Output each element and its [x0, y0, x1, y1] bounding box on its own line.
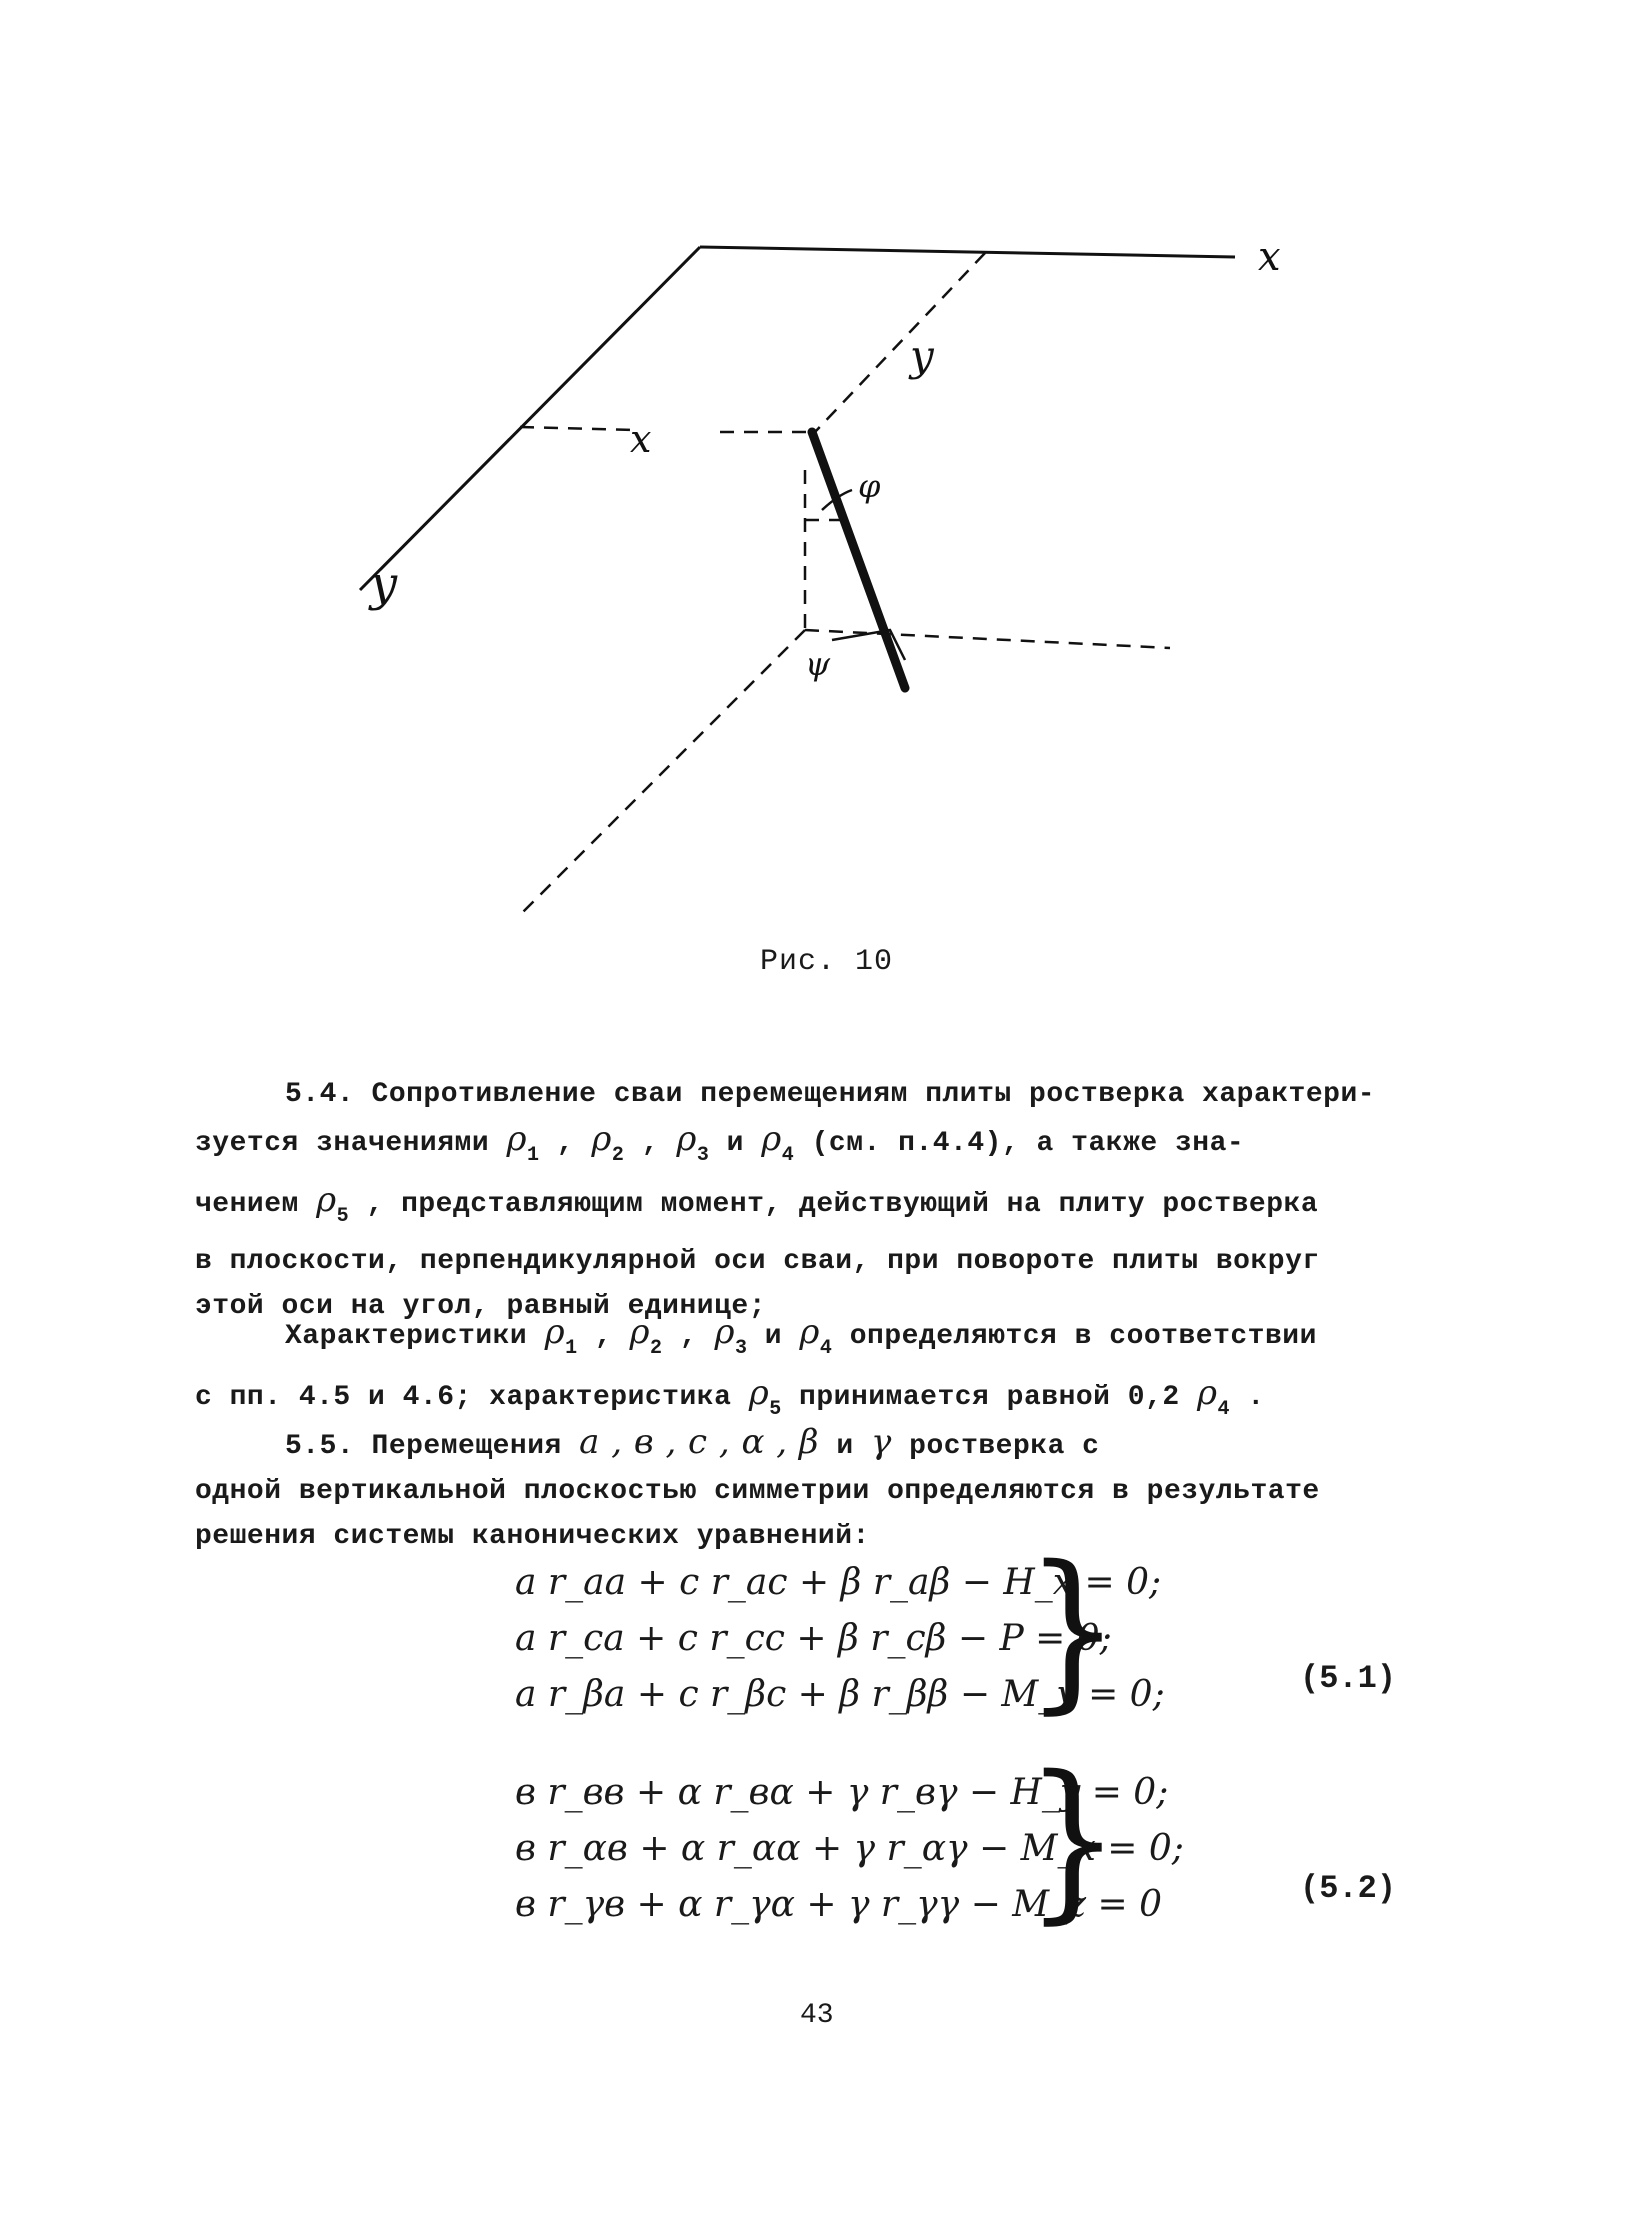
figure-caption: Рис. 10: [760, 945, 894, 979]
equation: a r_aa + c r_ac + β r_aβ − H_x = 0;: [515, 1562, 1162, 1603]
section-5-5: [195, 1420, 1415, 1559]
brace-5-2: }: [1025, 1739, 1121, 1941]
equation: в r_αв + α r_αα + γ r_αγ − M_x = 0;: [515, 1828, 1184, 1869]
section-5-4: [195, 1072, 1415, 1329]
pile-rotation-diagram: [0, 0, 1628, 1000]
label-x-top: x: [1258, 234, 1281, 280]
equation-number-5-2: (5.2): [1300, 1870, 1397, 1907]
equation-number-5-1: (5.1): [1300, 1660, 1397, 1697]
label-psi: ψ: [805, 645, 831, 683]
label-y-left: y: [370, 556, 398, 612]
label-x-mid: x: [630, 417, 652, 461]
text-line: 5.5. Перемещения a , в , c , α , β и γ ростверка с: [285, 1422, 1100, 1462]
text-line: в плоскости, перпендикулярной оси сваи, при повороте плиты вокруг: [195, 1246, 1320, 1277]
dashed-construction-lines: [520, 253, 1170, 915]
plate-edge-top: [700, 247, 1235, 257]
text-line: чением $\rho_5$ , представляющим момент, действующий на плиту ростверка: [195, 1180, 1319, 1228]
text-line: зуется значениями $\rho_1$ , $\rho_2$ , $\rho_3$ и $\rho_4$ (см. п.4.4), а также зна-: [195, 1119, 1245, 1167]
label-phi: φ: [858, 467, 881, 505]
text-line: 5.4. Сопротивление сваи перемещениям плиты ростверка характери-: [285, 1079, 1376, 1110]
text-line: этой оси на угол, равный единице;: [195, 1291, 766, 1322]
equation: a r_ca + c r_cc + β r_cβ − P = 0;: [515, 1618, 1112, 1659]
text-line: решения системы канонических уравнений:: [195, 1521, 870, 1552]
text-line: с пп. 4.5 и 4.6; характеристика $\rho_5$ принимается равной 0,2 $\rho_4$ .: [195, 1373, 1265, 1421]
brace-5-1: }: [1025, 1529, 1121, 1731]
characteristics-paragraph: [195, 1310, 1415, 1432]
text-line: Характеристики $\rho_1$ , $\rho_2$ , $\rho_3$ и $\rho_4$ определяются в соответствии: [285, 1312, 1317, 1360]
equation: a r_βa + c r_βc + β r_ββ − M_y = 0;: [515, 1674, 1165, 1715]
text-line: одной вертикальной плоскостью симметрии определяются в результате: [195, 1476, 1320, 1507]
page-number: 43: [800, 2000, 834, 2031]
equation: в r_вв + α r_вα + γ r_вγ − H_y = 0;: [515, 1772, 1169, 1813]
equation: в r_γв + α r_γα + γ r_γγ − M_z = 0: [515, 1884, 1162, 1925]
label-y-pile: y: [910, 331, 934, 380]
